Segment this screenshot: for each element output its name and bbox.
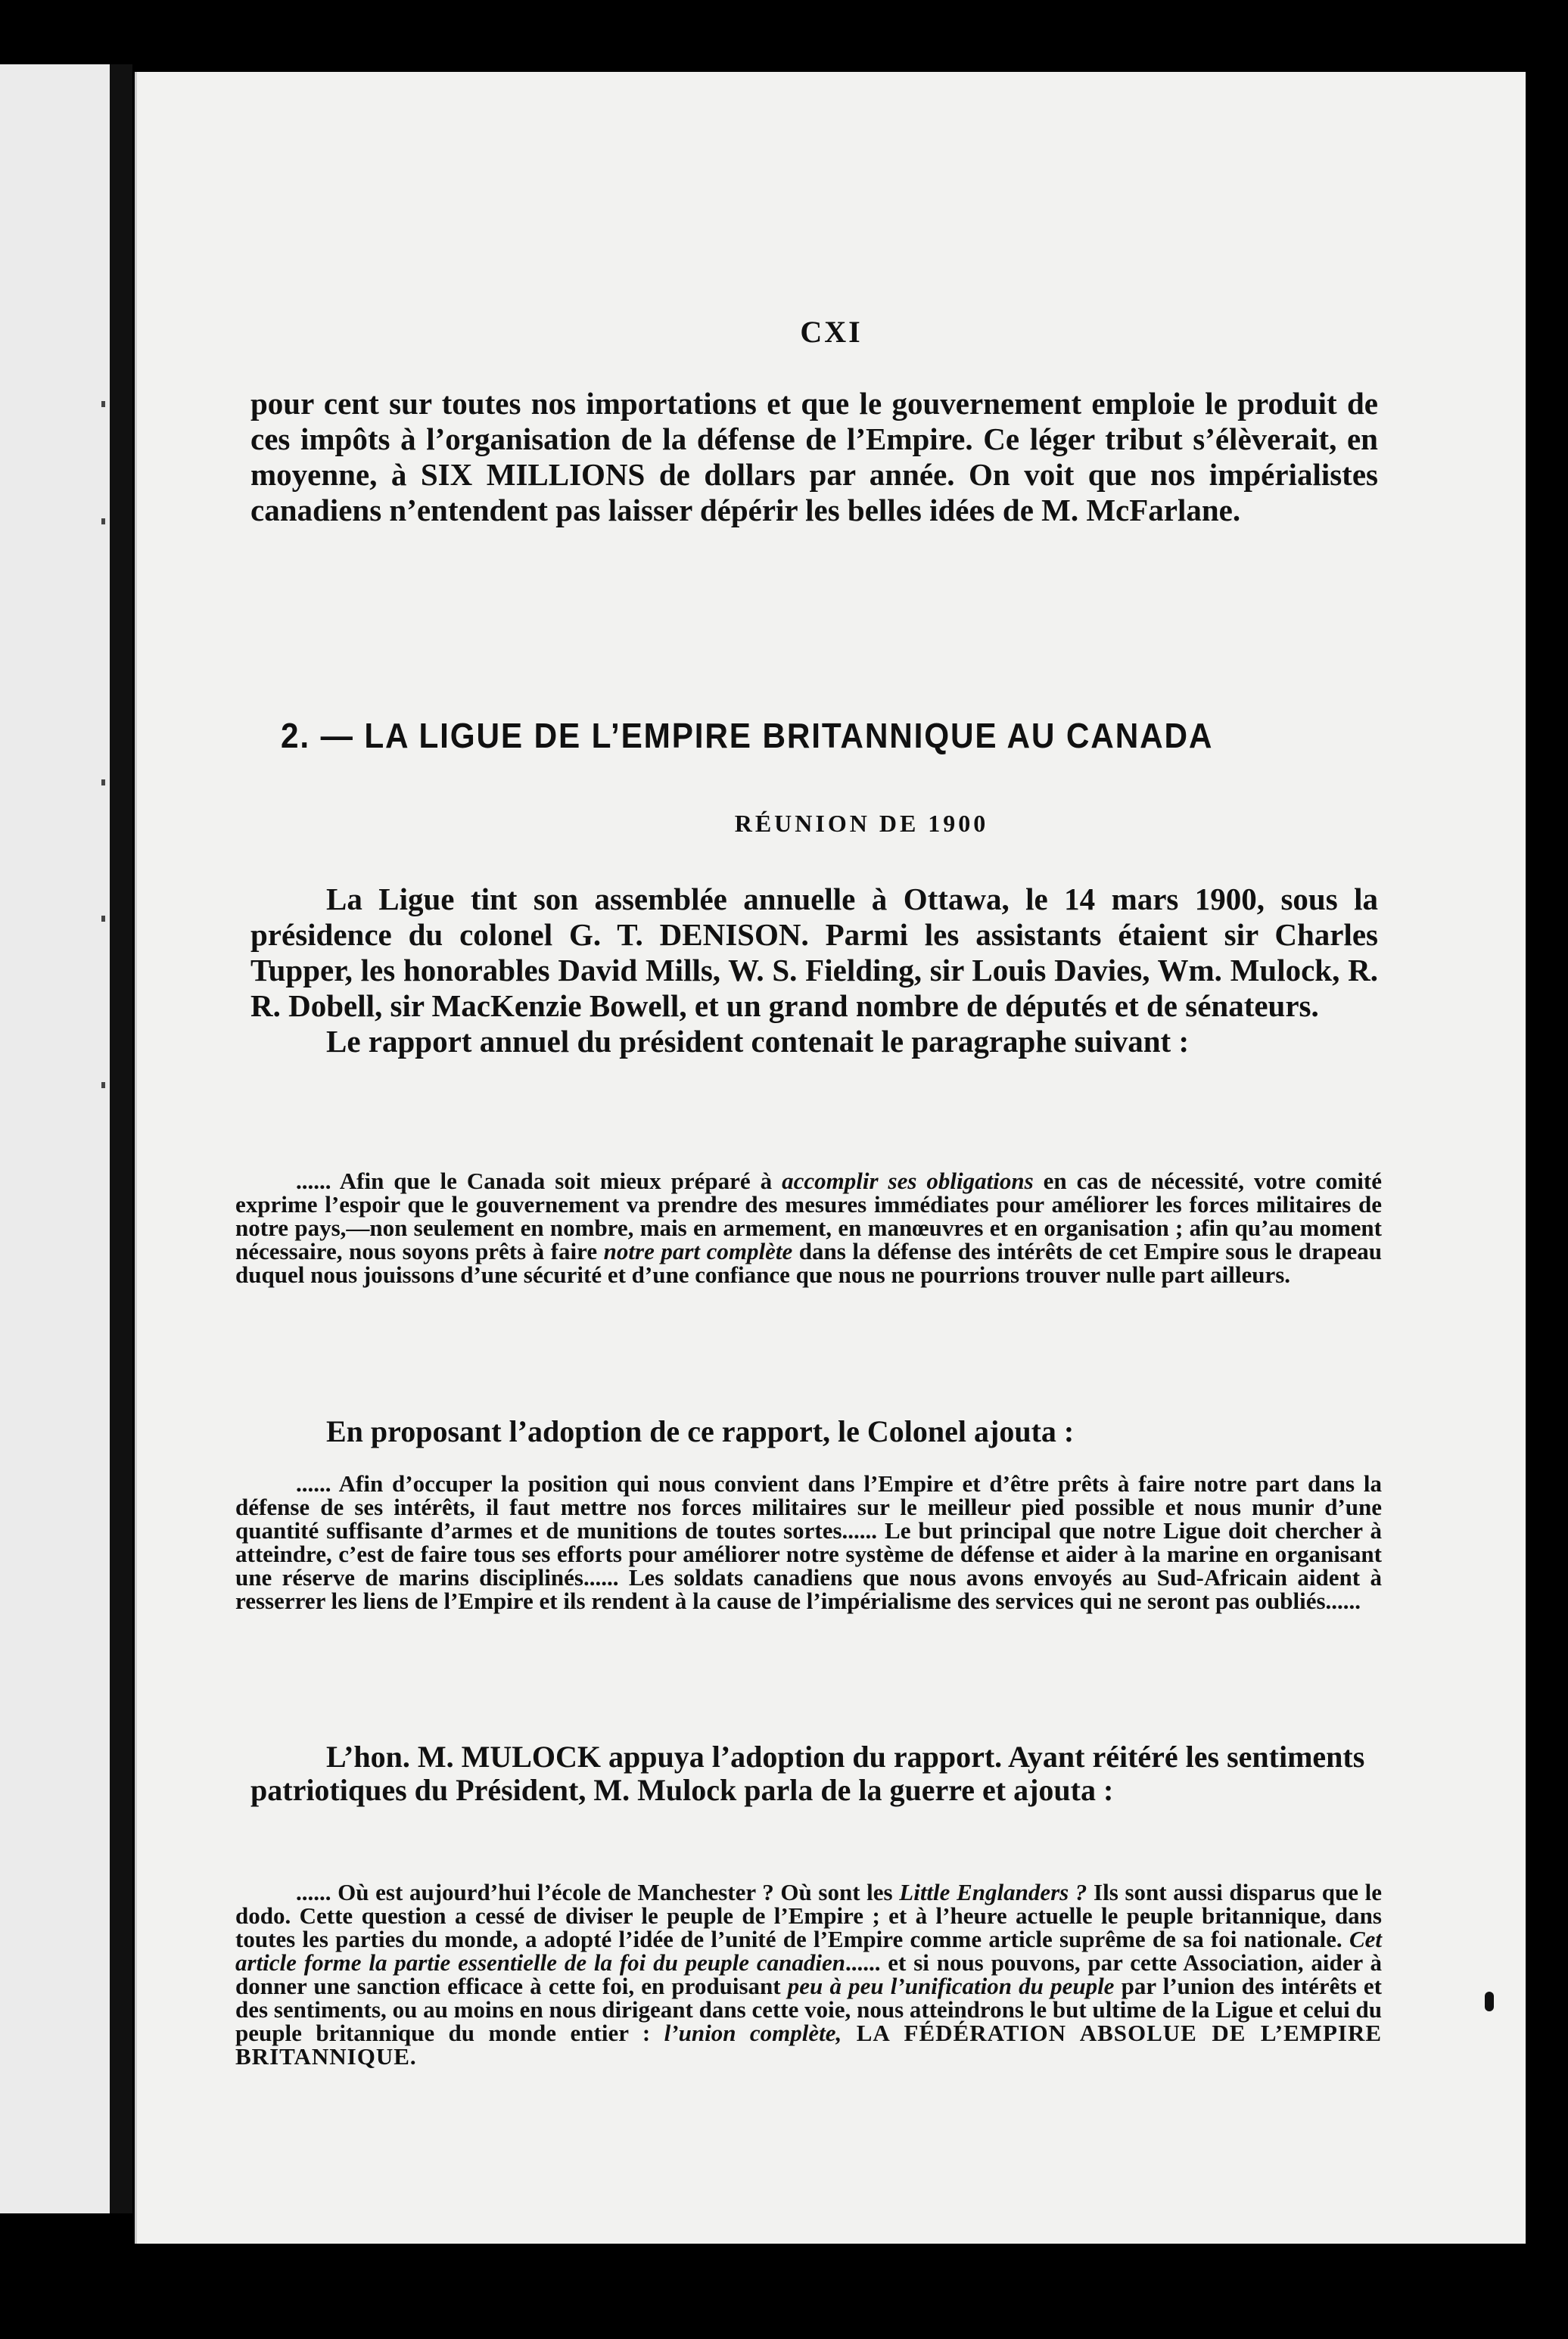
mulock-quote-part3: ...... et si nous pouvons, par cette Association, aider à donner une sanction efficace à cette foi, en produisant [235,1949,1382,1999]
margin-mark [101,401,105,407]
mulock-quote-part2: Ils sont aussi disparus que le dodo. Cette question a cessé de diviser le peuple de l’Empire ; et à l’heure actuelle le peuple britannique, dans toutes les parties du monde, a adopté l’idée de l’unité de l’Empire comme article suprême de sa foi nationale. [235,1879,1382,1952]
report-quote-part1: ...... Afin que le Canada soit mieux préparé à [296,1168,782,1194]
mulock-quote-part4: par l’union des intérêts et des sentiments, ou au moins en nous dirigeant dans cette voie, nous atteindrons le but ultime de la Ligue et celui du peuple britannique du monde entier : [235,1973,1383,2046]
adjacent-page-edge [0,64,110,2213]
book-gutter [110,64,132,2213]
mulock-quote [235,1880,1382,2068]
mulock-quote-smallcaps: LA FÉDÉRATION ABSOLUE DE L’EMPIRE BRITANNIQUE. [235,2020,1383,2070]
report-quote-italic2: notre part complète [603,1238,793,1264]
colonel-quote [235,1472,1382,1613]
document-page [135,72,1526,2244]
mulock-quote-italic3: peu à peu l’unification du peuple [787,1973,1115,1999]
margin-mark [101,916,105,922]
meeting-text: La Ligue tint son assemblée annuelle à Ottawa, le 14 mars 1900, sous la présidence du colonel G. T. DENISON. Parmi les assistants étaient sir Charles Tupper, les honorables David Mills, W. S. Fielding, sir Louis Davies, Wm. Mulock, R. R. Dobell, sir MacKenzie Bowell, et un grand nombre de députés et de sénateurs. [250,882,1378,1023]
colonel-paragraph [250,1415,1378,1448]
margin-mark [101,518,105,524]
mulock-quote-italic1: Little Englanders ? [899,1879,1087,1905]
mulock-paragraph [250,1740,1378,1807]
margin-mark [101,779,105,785]
mulock-text: L’hon. M. MULOCK appuya l’adoption du rapport. Ayant réitéré les sentiments patriotiques du Président, M. Mulock parla de la guerre et ajouta : [250,1740,1365,1807]
page-number: CXI [800,315,863,349]
colonel-quote-text: ...... Afin d’occuper la position qui nous convient dans l’Empire et d’être prêts à faire notre part dans la défense de ses intérêts, il faut mettre nos forces militaires sur le meilleur pied possible et nous munir d’une quantité suffisante d’armes et de munitions de toutes sortes...... Le but principal que notre Ligue doit chercher à atteindre, c’est de faire tous ses efforts pour améliorer notre système de défense et aider à la marine en organisant une réserve de marins disciplinés...... Les soldats canadiens que nous avons envoyés au Sud-Africain aident à resserrer les liens de l’Empire et ils rendent à la cause de l’impérialisme des services qui ne seront pas oubliés...... [235,1470,1382,1614]
report-quote [235,1169,1382,1286]
colonel-text: En proposant l’adoption de ce rapport, le Colonel ajouta : [326,1414,1075,1448]
intro-paragraph [250,386,1378,528]
mulock-quote-part1: ...... Où est aujourd’hui l’école de Manchester ? Où sont les [296,1879,900,1905]
section-heading: 2. — LA LIGUE DE L’EMPIRE BRITANNIQUE AU CANADA [281,716,1214,755]
report-quote-part3: dans la défense des intérêts de cet Empire sous le drapeau duquel nous jouissons d’une sécurité et d’une confiance que nous ne pourrions trouver nulle part ailleurs. [235,1238,1382,1288]
report-intro-text: Le rapport annuel du président contenait le paragraphe suivant : [326,1024,1190,1059]
report-quote-part2: en cas de nécessité, votre comité exprime l’espoir que le gouvernement va prendre des mesures immédiates pour améliorer les forces militaires de notre pays,—non seulement en nombre, mais en armement, en manœuvres et en organisation ; afin qu’au moment nécessaire, nous soyons prêts à faire [235,1168,1382,1264]
margin-mark [101,1082,105,1088]
meeting-paragraph [250,882,1378,1059]
mulock-quote-italic2: Cet article forme la partie essentielle de la foi du peuple canadien [235,1926,1382,1976]
intro-text: pour cent sur toutes nos importations et que le gouvernement emploie le produit de ces impôts à l’organisation de la défense de l’Empire. Ce léger tribut s’élèverait, en moyenne, à SIX MILLIONS de dollars par année. On voit que nos impérialistes canadiens n’entendent pas laisser dépérir les belles idées de M. McFarlane. [250,386,1378,527]
mulock-quote-italic4: l’union complète, [664,2020,842,2046]
report-quote-italic1: accomplir ses obligations [782,1168,1034,1194]
sub-heading: RÉUNION DE 1900 [734,810,989,837]
margin-dot [1485,1992,1494,2011]
